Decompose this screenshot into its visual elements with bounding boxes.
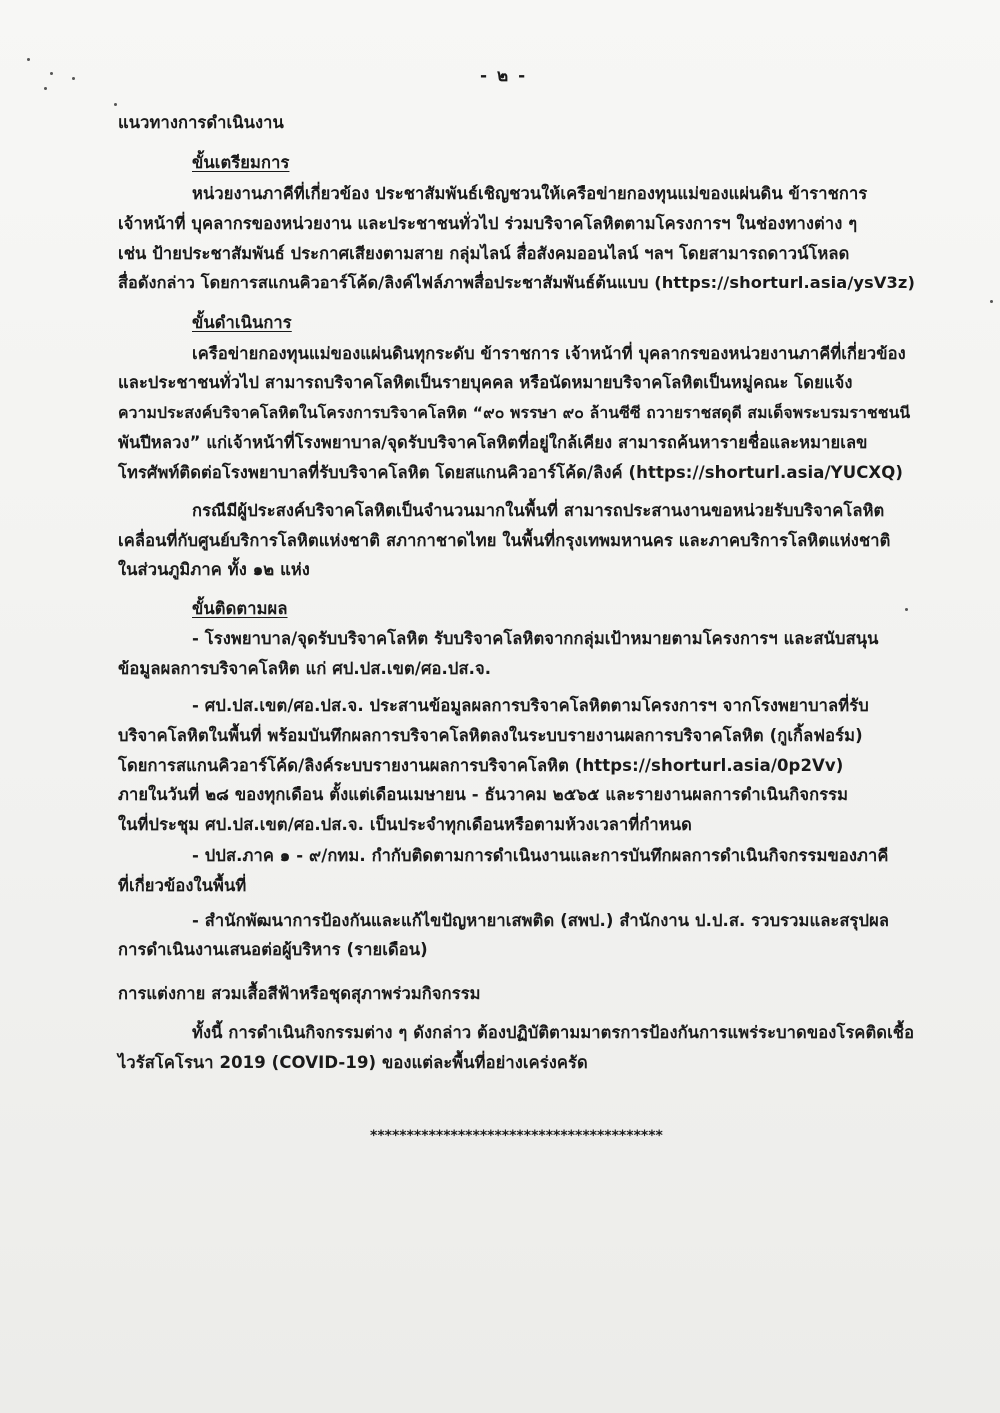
prep-heading: ขั้นเตรียมการ [192,153,290,172]
prep-line: หน่วยงานภาคีที่เกี่ยวข้อง ประชาสัมพันธ์เชิญชวนให้เครือข่ายกองทุนแม่ของแผ่นดิน ข้าราชการ [192,184,868,203]
followup-line: ที่เกี่ยวข้องในพื้นที่ [118,876,247,895]
scan-speck [905,608,908,611]
scan-speck [50,72,53,75]
followup-line: ภายในวันที่ ๒๘ ของทุกเดือน ตั้งแต่เดือนเมษายน - ธันวาคม ๒๕๖๕ และรายงานผลการดำเนินกิจกรรม [118,785,849,804]
followup-line: ในที่ประชุม ศป.ปส.เขต/ศอ.ปส.จ. เป็นประจำทุกเดือนหรือตามห้วงเวลาที่กำหนด [118,815,692,834]
followup-line: - ศป.ปส.เขต/ศอ.ปส.จ. ประสานข้อมูลผลการบริจาคโลหิตตามโครงการฯ จากโรงพยาบาลที่รับ [192,696,869,715]
followup-heading: ขั้นติดตามผล [192,599,288,618]
operation-line: เครือข่ายกองทุนแม่ของแผ่นดินทุกระดับ ข้าราชการ เจ้าหน้าที่ บุคลากรของหน่วยงานภาคีที่เกี่ยวข้อง [192,344,906,363]
prep-line: สื่อดังกล่าว โดยการสแกนคิวอาร์โค้ด/ลิงค์ไฟล์ภาพสื่อประชาสัมพันธ์ต้นแบบ (https://shorturl.asia/ysV3z) [118,273,915,292]
operation-heading: ขั้นดำเนินการ [192,313,292,332]
followup-line: ข้อมูลผลการบริจาคโลหิต แก่ ศป.ปส.เขต/ศอ.ปส.จ. [118,659,492,678]
operation-line: พันปีหลวง” แก่เจ้าหน้าที่โรงพยาบาล/จุดรับบริจาคโลหิตที่อยู่ใกล้เคียง สามารถค้นหารายชื่อและหมายเลข [118,433,868,452]
page-number: - ๒ - [480,66,528,86]
operation-line: กรณีมีผู้ประสงค์บริจาคโลหิตเป็นจำนวนมากในพื้นที่ สามารถประสานงานขอหน่วยรับบริจาคโลหิต [192,501,885,520]
scan-speck [72,77,75,80]
operation-line: โทรศัพท์ติดต่อโรงพยาบาลที่รับบริจาคโลหิต โดยสแกนคิวอาร์โค้ด/ลิงค์ (https://shorturl.asia/YUCXQ) [118,463,904,482]
followup-line: โดยการสแกนคิวอาร์โค้ด/ลิงค์ระบบรายงานผลการบริจาคโลหิต (https://shorturl.asia/0p2Vv) [118,756,844,775]
scan-speck [27,58,30,61]
section-title: แนวทางการดำเนินงาน [118,113,284,132]
scan-speck [990,300,993,303]
followup-line: - สำนักพัฒนาการป้องกันและแก้ไขปัญหายาเสพติด (สพป.) สำนักงาน ป.ป.ส. รวบรวมและสรุปผล [192,911,890,930]
scan-speck [44,87,47,90]
operation-line: ในส่วนภูมิภาค ทั้ง ๑๒ แห่ง [118,560,310,579]
dress-code: การแต่งกาย สวมเสื้อสีฟ้าหรือชุดสุภาพร่วมกิจกรรม [118,984,481,1003]
end-marker: **************************************** [370,1128,663,1144]
followup-line: บริจาคโลหิตในพื้นที่ พร้อมบันทึกผลการบริจาคโลหิตลงในระบบรายงานผลการบริจาคโลหิต (กูเกิ้ลฟอร์ม) [118,726,863,745]
followup-line: - ปปส.ภาค ๑ - ๙/กทม. กำกับติดตามการดำเนินงานและการบันทึกผลการดำเนินกิจกรรมของภาคี [192,846,889,865]
closing-line: ทั้งนี้ การดำเนินกิจกรรมต่าง ๆ ดังกล่าว ต้องปฏิบัติตามมาตรการป้องกันการแพร่ระบาดของโรคติดเชื้อ [192,1023,915,1042]
closing-line: ไวรัสโคโรนา 2019 (COVID-19) ของแต่ละพื้นที่อย่างเคร่งครัด [118,1053,588,1072]
prep-line: เช่น ป้ายประชาสัมพันธ์ ประกาศเสียงตามสาย กลุ่มไลน์ สื่อสังคมออนไลน์ ฯลฯ โดยสามารถดาวน์โหลด [118,244,850,263]
prep-line: เจ้าหน้าที่ บุคลากรของหน่วยงาน และประชาชนทั่วไป ร่วมบริจาคโลหิตตามโครงการฯ ในช่องทางต่าง ๆ [118,214,858,233]
operation-line: เคลื่อนที่กับศูนย์บริการโลหิตแห่งชาติ สภากาชาดไทย ในพื้นที่กรุงเทพมหานคร และภาคบริการโลหิตแห่งชาติ [118,531,891,550]
operation-line: ความประสงค์บริจาคโลหิตในโครงการบริจาคโลหิต “๙๐ พรรษา ๙๐ ล้านซีซี ถวายราชสดุดี สมเด็จพระบรมราชชนนี [118,403,911,422]
operation-line: และประชาชนทั่วไป สามารถบริจาคโลหิตเป็นรายบุคคล หรือนัดหมายบริจาคโลหิตเป็นหมู่คณะ โดยแจ้ง [118,373,853,392]
scan-speck [114,103,117,106]
followup-line: - โรงพยาบาล/จุดรับบริจาคโลหิต รับบริจาคโลหิตจากกลุ่มเป้าหมายตามโครงการฯ และสนับสนุน [192,629,879,648]
followup-line: การดำเนินงานเสนอต่อผู้บริหาร (รายเดือน) [118,940,428,959]
